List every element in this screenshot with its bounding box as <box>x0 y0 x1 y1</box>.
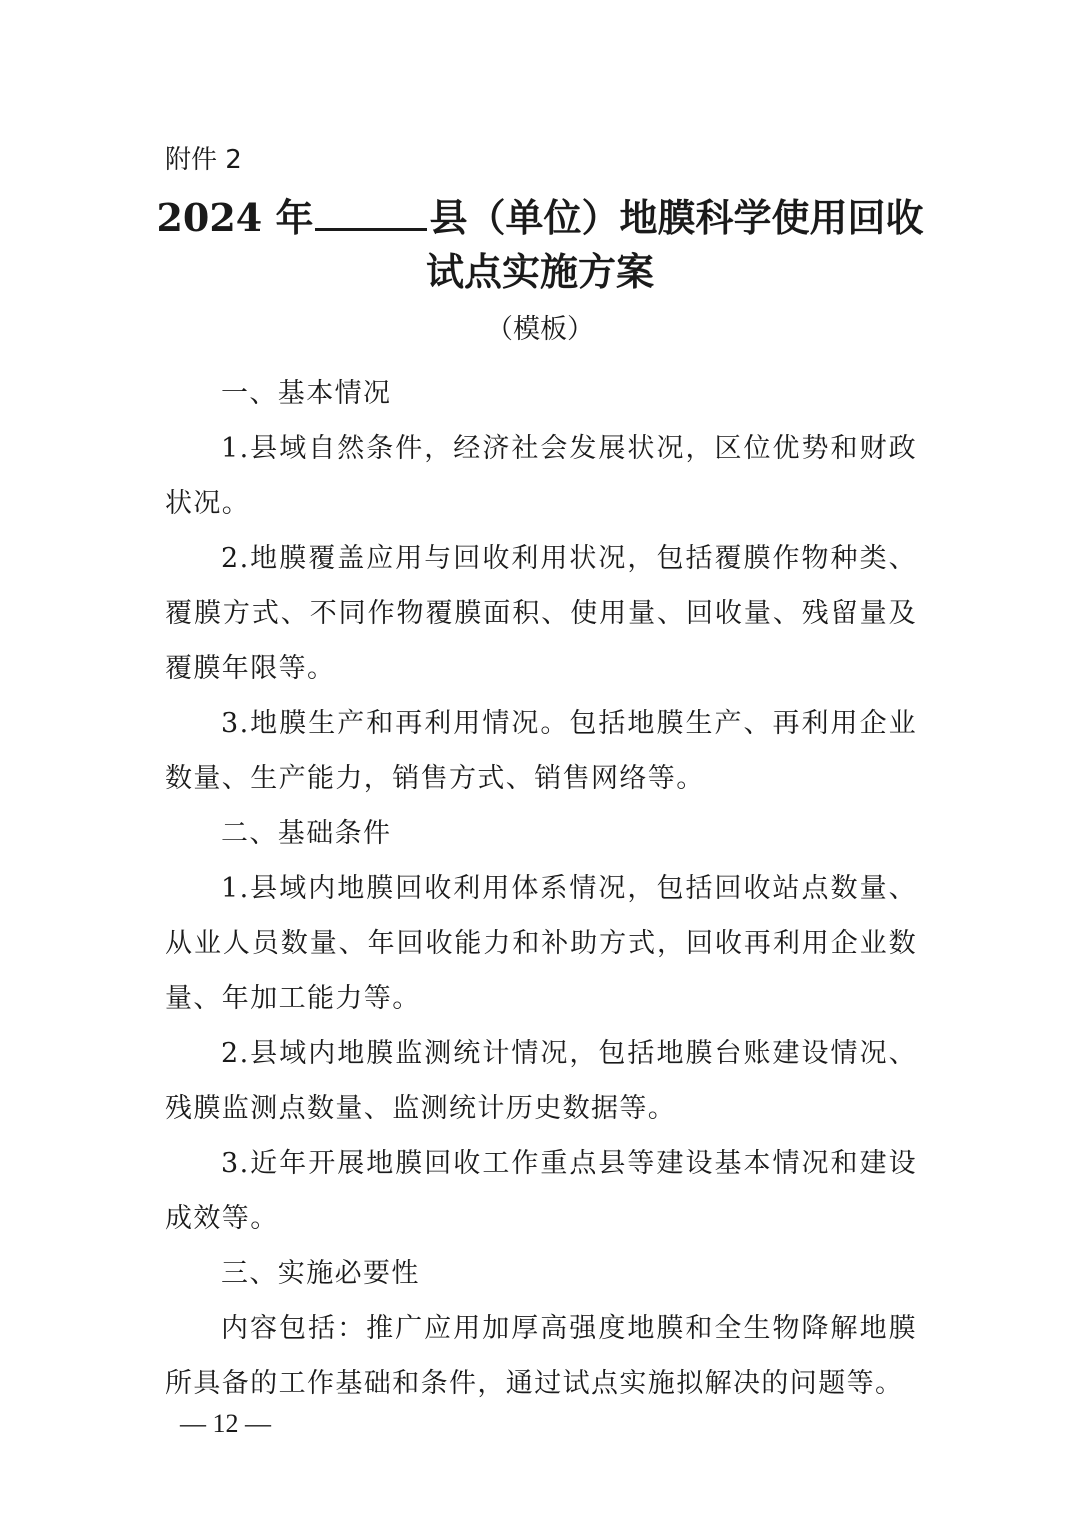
paragraph: 2.县域内地膜监测统计情况，包括地膜台账建设情况、残膜监测点数量、监测统计历史数据等。 <box>165 1038 917 1124</box>
document-subtitle: （模板） <box>486 314 594 345</box>
title-county-unit: 县（单位）地膜科学使用回收 <box>429 195 924 240</box>
paragraph: 内容包括：推广应用加厚高强度地膜和全生物降解地膜所具备的工作基础和条件，通过试点实施拟解决的问题等。 <box>165 1313 917 1399</box>
paragraph: 1.县域自然条件，经济社会发展状况，区位优势和财政状况。 <box>165 433 917 519</box>
document-body <box>165 366 917 1411</box>
page-number: — 12 — <box>180 1409 271 1438</box>
document-title-line-1 <box>100 188 980 246</box>
title-blank-underline <box>315 188 427 231</box>
paragraph: 1.县域内地膜回收利用体系情况，包括回收站点数量、从业人员数量、年回收能力和补助方式，回收再利用企业数量、年加工能力等。 <box>165 873 917 1014</box>
attachment-label: 附件 2 <box>165 145 242 175</box>
document-title-line-2: 试点实施方案 <box>425 249 654 294</box>
paragraph: 2.地膜覆盖应用与回收利用状况，包括覆膜作物种类、覆膜方式、不同作物覆膜面积、使用量、回收量、残留量及覆膜年限等。 <box>165 543 917 684</box>
paragraph: 3.地膜生产和再利用情况。包括地膜生产、再利用企业数量、生产能力，销售方式、销售网络等。 <box>165 708 917 794</box>
title-year: 2024 年 <box>156 195 314 240</box>
section-heading-necessity: 三、实施必要性 <box>221 1258 420 1289</box>
paragraph: 3.近年开展地膜回收工作重点县等建设基本情况和建设成效等。 <box>165 1148 917 1234</box>
section-heading-basic-conditions: 二、基础条件 <box>221 818 392 849</box>
section-heading-basic-situation: 一、基本情况 <box>221 378 392 409</box>
